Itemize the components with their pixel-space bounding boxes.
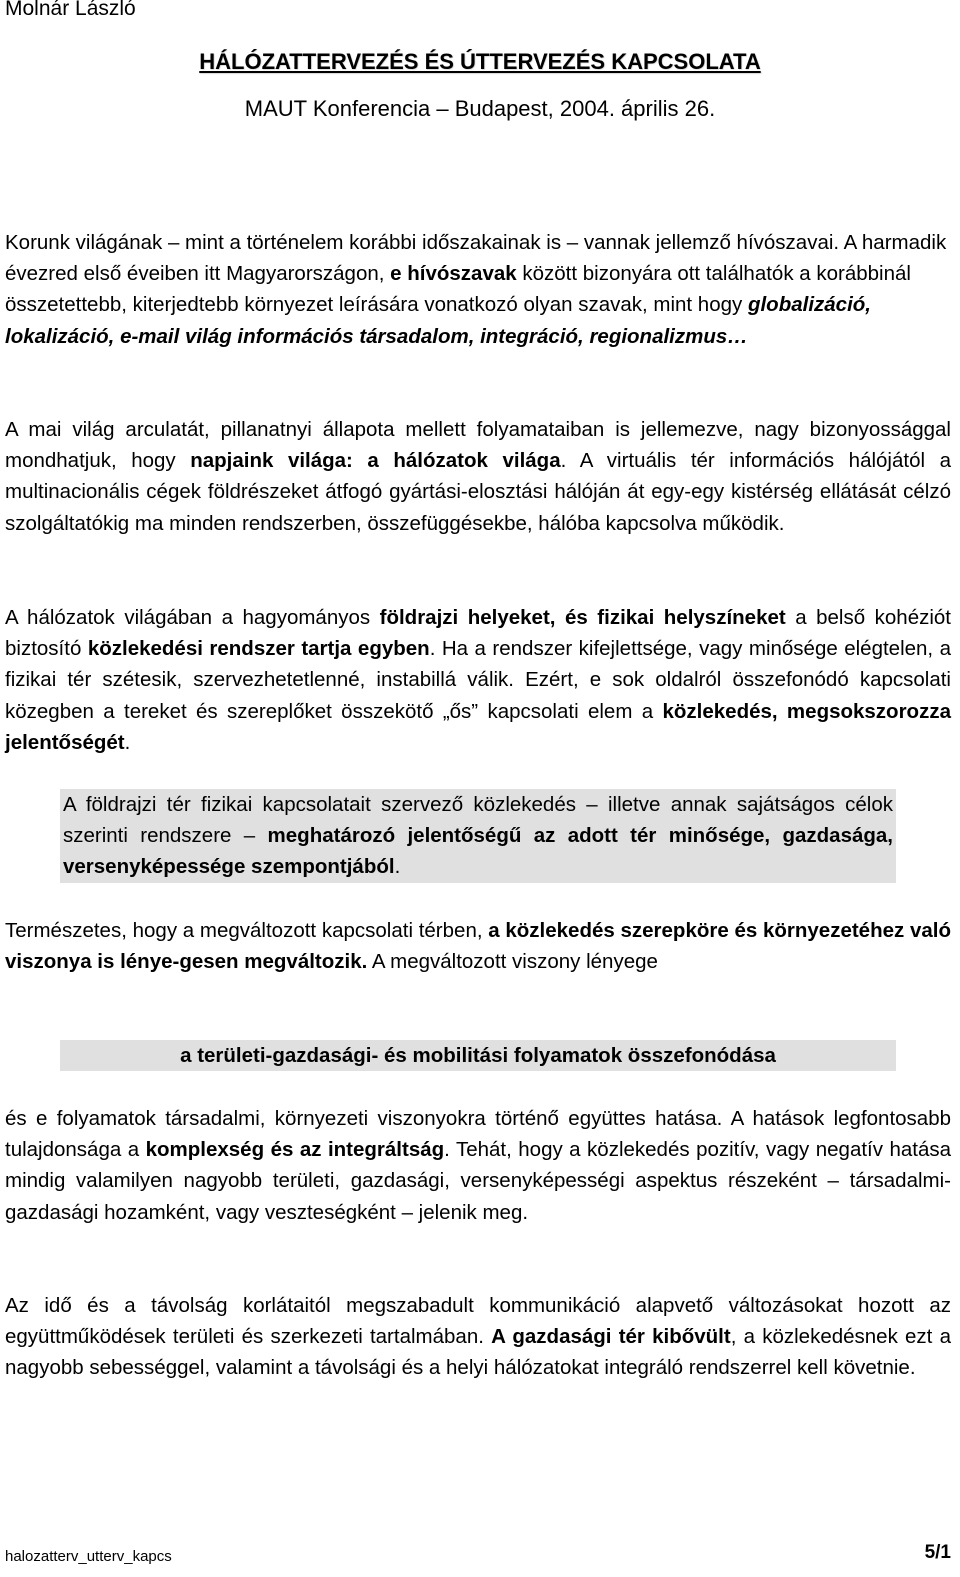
text: . xyxy=(394,855,401,879)
text: A megváltozott viszony lényege xyxy=(367,950,658,974)
paragraph-effects xyxy=(5,1103,951,1228)
document-title: HÁLÓZATTERVEZÉS ÉS ÚTTERVEZÉS KAPCSOLATA xyxy=(199,49,761,74)
highlight-box-processes: a területi-gazdasági- és mobilitási folyamatok összefonódása xyxy=(60,1040,896,1071)
emphasis: közlekedési rendszer tartja egyben xyxy=(87,637,430,661)
paragraph-buzzwords xyxy=(5,227,951,352)
text: A földrajzi tér fizikai kapcsolatait szervező közlekedés – illetve annak sajátságos célok szerinti rendszere – xyxy=(63,793,893,848)
emphasis: e hívószavak xyxy=(390,262,517,286)
text: . xyxy=(124,730,131,754)
text: A mai világ arculatát, pillanatnyi állapota mellett folyamataiban is jellemezve, nagy bizonyossággal mondhatjuk, hogy xyxy=(5,418,951,473)
emphasis: A gazdasági tér kibővült xyxy=(491,1325,731,1349)
emphasis-italic: globalizáció, lokalizáció, e-mail világ információs társadalom, integráció, regionalizmus… xyxy=(5,293,871,348)
paragraph-transport-system xyxy=(5,602,951,758)
text: Korunk világának – mint a történelem korábbi időszakainak is – vannak jellemző hívószavai. A harmadik évezred első éveiben itt Magyarországon, xyxy=(5,231,947,286)
paragraph-communication xyxy=(5,1290,951,1384)
text: a belső kohéziót biztosító xyxy=(5,606,951,661)
emphasis: komplexség és az integráltság xyxy=(145,1138,445,1162)
footer-filename: halozatterv_utterv_kapcs xyxy=(5,1548,172,1565)
text: Természetes, hogy a megváltozott kapcsolati térben, xyxy=(5,919,489,942)
paragraph-networks xyxy=(5,414,951,539)
text: között bizonyára ott találhatók a korábbinál összetettebb, kiterjedtebb környezet leírására vonatkozó olyan szavak, mint hogy xyxy=(5,262,911,317)
paragraph-changed-space xyxy=(5,915,951,977)
highlight-box-geography xyxy=(60,789,896,883)
emphasis: meghatározó jelentőségű az adott tér minősége, gazdasága, versenyképessége szempontjából xyxy=(63,824,893,879)
text: és e folyamatok társadalmi, környezeti viszonyokra történő együttes hatása. A hatások legfontosabb tulajdonsága a xyxy=(5,1107,951,1162)
emphasis: közlekedés, megsokszorozza jelentőségét xyxy=(5,699,951,754)
text: . Ha a rendszer kifejlettsége, vagy minősége elégtelen, a fizikai tér szétesik, szervezhetetlenné, instabillá válik. Ezért, e sok oldalról összefonódó kapcsolati közegben a tereket és szereplőket összekötő „ős” kapcsolati elem a xyxy=(5,637,952,723)
text: , a közlekedésnek ezt a nagyobb sebességgel, valamint a távolsági és a helyi hálózatokat integráló rendszerrel kell követnie. xyxy=(5,1325,951,1380)
emphasis: a közlekedés szerepköre és környezetéhez való viszonya is lénye-gesen megváltozik. xyxy=(5,919,951,974)
text: Az idő és a távolság korlátaitól megszabadult kommunikáció alapvető változásokat hozott az együttműködések területi és szerkezeti tartalmában. xyxy=(5,1294,951,1349)
document-subtitle: MAUT Konferencia – Budapest, 2004. április 26. xyxy=(244,96,716,121)
text: . A virtuális tér információs hálójától a multinacionális cégek földrészeket átfogó gyártási-elosztási hálóján át egy-egy kistérség ellátását célzó szolgáltatókig ma minden rendszerben, összefüggésekbe, hálóba kapcsolva működik. xyxy=(5,449,951,535)
text: . Tehát, hogy a közlekedés pozitív, vagy negatív hatása mindig valamilyen nagyobb területi, gazdasági, versenyképességi aspektus részeként – társadalmi-gazdasági hozamként, vagy veszteségként – jelenik meg. xyxy=(5,1138,951,1224)
emphasis: földrajzi helyeket, és fizikai helyszíneket xyxy=(379,606,786,629)
text: A hálózatok világában a hagyományos xyxy=(5,606,380,629)
author-name: Molnár László xyxy=(5,0,136,20)
emphasis: napjaink világa: a hálózatok világa xyxy=(190,449,561,473)
footer-page-number: 5/1 xyxy=(924,1542,951,1563)
